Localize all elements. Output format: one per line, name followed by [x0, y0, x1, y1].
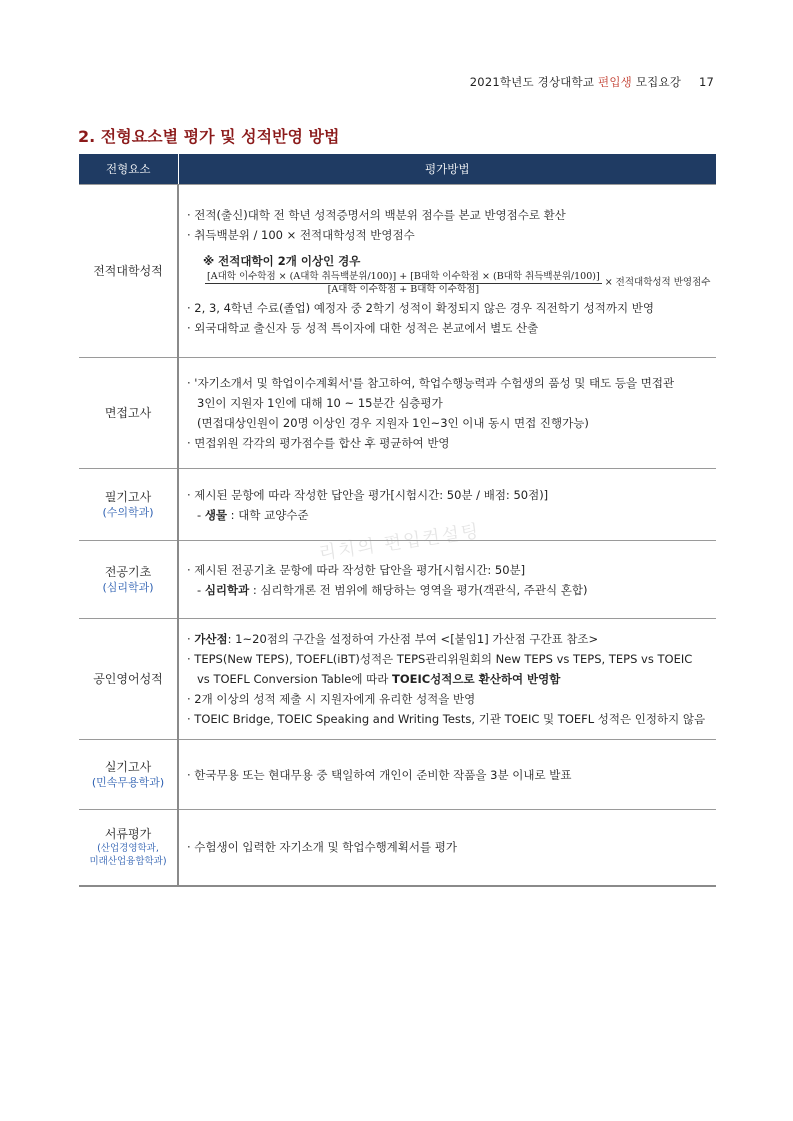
col-header-element: 전형요소: [79, 154, 178, 185]
formula: [187, 271, 710, 296]
category-sublabel: (산업경영학과,: [97, 843, 159, 855]
row-category: [79, 185, 178, 358]
row-category: [79, 358, 178, 469]
header-suffix: 모집요강: [635, 75, 682, 89]
running-header: [470, 74, 714, 90]
note: ※ 전적대학이 2개 이상인 경우: [203, 253, 361, 268]
row-content: [178, 810, 716, 886]
bold-text: TOEIC성적으로 환산하여 반영함: [391, 672, 561, 686]
line: · 2개 이상의 성적 제출 시 지원자에게 유리한 성적을 반영: [187, 692, 476, 706]
row-content: [178, 185, 716, 358]
table-row: [79, 740, 716, 810]
text: : 대학 교양수준: [227, 507, 309, 522]
section-title: 2. 전형요소별 평가 및 성적반영 방법: [78, 127, 340, 146]
header-school: 2021학년도 경상대학교: [469, 75, 595, 89]
category-sublabel: (민속무용학과): [91, 775, 165, 789]
text: vs TOEFL Conversion Table에 따라: [197, 672, 392, 686]
bold-text: 생물: [204, 507, 228, 522]
row-content: [178, 469, 716, 541]
table-header-row: [79, 154, 716, 185]
line: · 전적(출신)대학 전 학년 성적증명서의 백분위 점수를 본교 반영점수로 환산: [187, 207, 566, 222]
category-label: 실기고사: [104, 759, 152, 774]
line: · 2, 3, 4학년 수료(졸업) 예정자 중 2학기 성적이 확정되지 않은 경우 직전학기 성적까지 반영: [187, 300, 654, 315]
line: · 제시된 문항에 따라 작성한 답안을 평가[시험시간: 50분 / 배점: 50점)]: [187, 487, 549, 502]
evaluation-table: [79, 154, 716, 887]
table-row: [79, 810, 716, 886]
col-header-method: 평가방법: [178, 154, 716, 185]
line: [187, 629, 710, 649]
bold-text: 가산점: [194, 632, 228, 646]
line: 3인이 지원자 1인에 대해 10 ~ 15분간 심층평가: [197, 396, 443, 410]
row-content: [178, 619, 716, 740]
formula-multiplier: × 전적대학성적 반영점수: [604, 277, 711, 288]
line: · 취득백분위 / 100 × 전적대학성적 반영점수: [187, 227, 415, 242]
watermark: 리치의 편입컨설팅: [317, 520, 482, 565]
row-category: [79, 469, 178, 541]
category-sublabel: (수의학과): [102, 505, 154, 519]
category-sublabel: 미래산업융합학과): [89, 856, 167, 868]
formula-numerator: [A대학 이수학점 × (A대학 취득백분위/100)] + [B대학 이수학점 × (B대학 취득백분위/100)]: [207, 270, 600, 282]
row-category: [79, 810, 178, 886]
line: [187, 580, 710, 600]
line: · 수험생이 입력한 자기소개 및 학업수행계획서를 평가: [187, 840, 457, 855]
line: · 면접위원 각각의 평가점수를 합산 후 평균하여 반영: [187, 436, 450, 450]
page-number: 17: [698, 75, 714, 89]
category-label: 필기고사: [104, 489, 152, 504]
category-label: 서류평가: [104, 827, 152, 842]
row-category: [79, 740, 178, 810]
line: · TEPS(New TEPS), TOEFL(iBT)성적은 TEPS관리위원회의 New TEPS vs TEPS, TEPS vs TOEIC: [187, 652, 693, 666]
text: : 1~20점의 구간을 설정하여 가산점 부여 <[붙임1] 가산점 구간표 참조>: [227, 632, 599, 646]
row-category: [79, 619, 178, 740]
text: ·: [187, 632, 195, 646]
bold-text: 심리학과: [204, 582, 250, 597]
text: -: [197, 582, 205, 597]
table-row: [79, 185, 716, 358]
line: · TOEIC Bridge, TOEIC Speaking and Writing Tests, 기관 TOEIC 및 TOEFL 성적은 인정하지 않음: [187, 712, 706, 726]
category-label: 전적대학성적: [93, 264, 163, 278]
header-highlight: 편입생: [598, 75, 632, 89]
category-label: 전공기초: [104, 564, 152, 579]
line: [187, 505, 710, 525]
category-label: 면접고사: [104, 406, 152, 420]
table-row: [79, 619, 716, 740]
table-row: [79, 469, 716, 541]
text: : 심리학개론 전 범위에 해당하는 영역을 평가(객관식, 주관식 혼합): [249, 582, 588, 597]
category-label: 공인영어성적: [93, 672, 163, 686]
line: · 한국무용 또는 현대무용 중 택일하여 개인이 준비한 작품을 3분 이내로 발표: [187, 767, 572, 782]
row-content: [178, 541, 716, 619]
text: -: [197, 507, 205, 522]
line: [187, 669, 710, 689]
formula-denominator: [A대학 이수학점 + B대학 이수학점]: [327, 283, 480, 295]
row-content: [178, 358, 716, 469]
table-row: [79, 541, 716, 619]
row-category: [79, 541, 178, 619]
row-content: [178, 740, 716, 810]
line: · '자기소개서 및 학업이수계획서'를 참고하여, 학업수행능력과 수험생의 품성 및 태도 등을 면접관: [187, 376, 675, 390]
line: · 제시된 전공기초 문항에 따라 작성한 답안을 평가[시험시간: 50분]: [187, 562, 526, 577]
line: (면접대상인원이 20명 이상인 경우 지원자 1인~3인 이내 동시 면접 진행가능): [197, 416, 589, 430]
line: · 외국대학교 출신자 등 성적 특이자에 대한 성적은 본교에서 별도 산출: [187, 320, 539, 335]
table-row: [79, 358, 716, 469]
category-sublabel: (심리학과): [102, 580, 154, 594]
